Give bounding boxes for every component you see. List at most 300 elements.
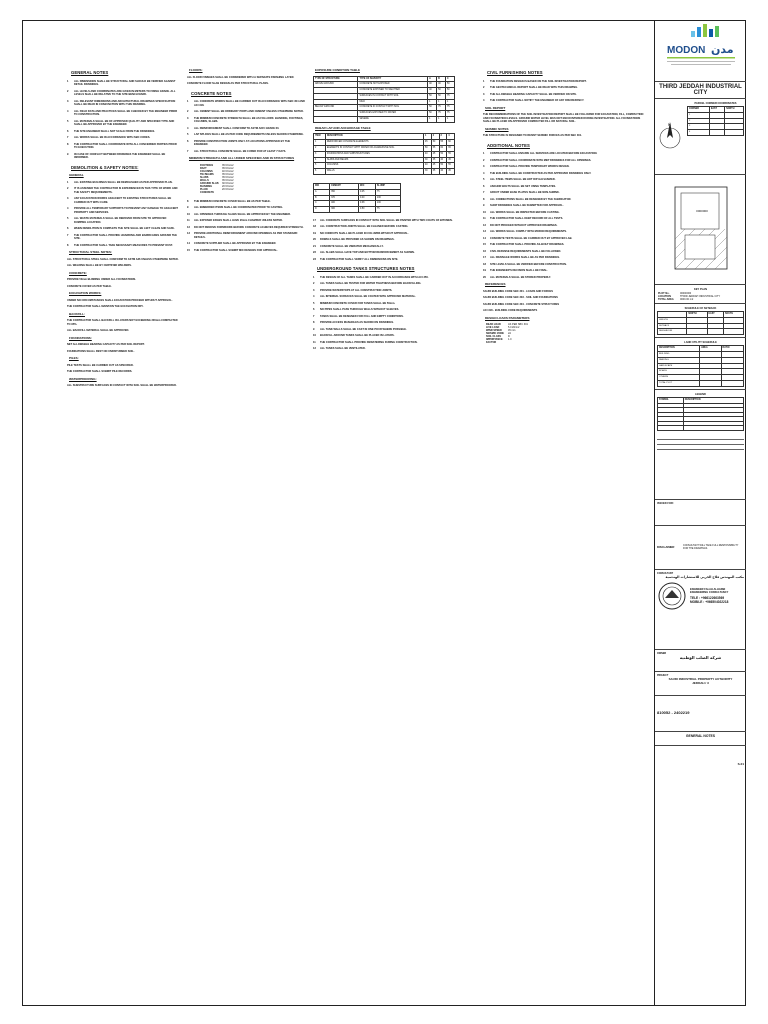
additional-note: 4 THE BUILDING SHALL BE CONSTRUCTED AS PER APPROVED DRAWINGS ONLY. — [483, 171, 592, 175]
concrete-note: 17 ALL CONCRETE SURFACES IN CONTACT WITH SOIL SHALL BE PAINTED WITH TWO COATS OF BITUMEN. — [313, 218, 453, 222]
owner-arabic: شركة الصلب الوطنية — [679, 654, 722, 660]
sheet-number: S-01 — [737, 761, 744, 766]
table-cell: 5 — [314, 163, 326, 169]
table-cell: TOTAL PLOT — [658, 380, 700, 386]
table-cell: 40 — [439, 169, 447, 175]
table-header-cell: ITEM — [314, 134, 326, 140]
additional-note: 16 CIVIL DEFENSE REQUIREMENTS SHALL BE FOLLOWED. — [483, 249, 562, 253]
table-cell: 75 — [446, 105, 455, 111]
concrete-note: 11 ALL EXPOSED EDGES SHALL HAVE 20mm CHAMFER UNLESS NOTED. — [187, 219, 283, 222]
table-cell: 30 — [424, 169, 432, 175]
additional-note: 19 THE ENGINEER'S DECISION SHALL BE FINAL. — [483, 269, 548, 272]
issued-label: ISSUED FOR: — [657, 501, 674, 505]
seismic-heading: SEISMIC NOTES — [485, 126, 509, 131]
table-header-cell: TYPE OF SEVERITY — [358, 76, 428, 82]
owner-section — [655, 650, 746, 672]
tank-note: 4 ALL INTERNAL SURFACES SHALL BE COATED WITH APPROVED MATERIAL. — [313, 295, 416, 299]
concrete-note: 5 LAP SPLICES SHALL BE AS PER CODE REQUIREMENTS UNLESS SHOWN OTHERWISE. — [187, 133, 304, 136]
seismic-text: THE STRUCTURE IS DESIGNED TO RESIST SEISMIC FORCES AS PER SBC 301. — [483, 134, 582, 137]
concrete-note: 19 NO CONDUITS SHALL BE PLACED IN COLUMNS WITHOUT APPROVAL. — [313, 231, 409, 235]
col-general-notes — [67, 65, 179, 391]
concrete-note: 1 ALL CONCRETE WORKS SHALL BE CARRIED OUT IN ACCORDANCE WITH SBC 304 AND ACI 318. — [187, 100, 305, 107]
sheet-number-section — [655, 746, 746, 768]
floors-heading: FLOORS: — [189, 68, 203, 72]
concrete-note: 22 ALL SLABS SHALL HAVE TOP AND BOTTOM REINFORCEMENT AS SHOWN. — [313, 251, 415, 255]
table-cell: 40 — [428, 82, 437, 88]
soil-heading: SOIL REPORT — [485, 105, 506, 110]
table-cell: 1 — [437, 117, 446, 123]
general-note: 1 ALL DIMENSIONS SHALL BE STRUCTURAL AND SHOULD BE VERIFIED AGAINST DETAIL DRAWINGS. — [67, 79, 176, 86]
table-header-cell: CORNER — [688, 107, 710, 113]
additional-note: 10 ALL WORKS SHALL BE INSPECTED BEFORE CASTING. — [483, 210, 560, 214]
table-cell: OTHERS — [658, 375, 700, 381]
table-cell: 45 — [447, 157, 455, 163]
lap-table — [313, 133, 455, 175]
demolition-note: 2 IT IS ASSUMED THE CONTRACTOR IS EXPERIENCED IN THIS TYPE OF WORK AND THE SAFETY REQUIREMENTS. — [67, 187, 178, 194]
table-row — [314, 169, 455, 175]
table-cell: 3 — [314, 151, 326, 157]
table-cell: BUILDING — [658, 351, 700, 357]
table-cell: 300 — [330, 207, 359, 213]
title-block — [654, 20, 746, 1006]
general-note: 8 THE CONTRACTOR SHALL COORDINATE WITH ALL CONCERNED PARTIES PRIOR TO EXECUTION. — [67, 142, 177, 149]
tank-heading: UNDERGROUND TANKS STRUCTURES NOTES — [317, 266, 415, 272]
concrete-note: 6 PROVIDE CONSTRUCTION JOINTS ONLY AT LOCATIONS APPROVED BY THE ENGINEER. — [187, 139, 291, 146]
params-heading: DESIGN LOADS PARAMETERS — [485, 315, 530, 320]
consultant-stamp-icon — [657, 581, 687, 611]
tank-note: 10 BACKFILL AROUND TANKS SHALL BE PLACED IN LAYERS. — [313, 334, 395, 338]
additional-note: 1 CONTRACTOR SHALL ENSURE ALL SERVICES ARE LOCATED BEFORE EXCAVATION. — [483, 152, 598, 155]
table-header-cell: NORTH — [725, 107, 744, 113]
table-cell: ABOVE GROUND — [314, 82, 358, 88]
table-cell: 350 — [330, 189, 359, 195]
table-cell: 6 — [314, 169, 326, 175]
section-note: FOUNDATIONS SHALL REST ON UNDISTURBED SOIL. — [67, 349, 135, 353]
drawing-sheet — [22, 20, 746, 1006]
table-cell: 75 — [437, 111, 446, 117]
civil-note: 4 THE CONTRACTOR SHALL NOTIFY THE ENGINEER OF ANY DISCREPANCY. — [483, 99, 585, 102]
table-cell: 1 — [688, 112, 710, 118]
table-cell — [709, 130, 724, 136]
table-row — [658, 329, 744, 335]
firm-mobile: MOBILE : +966504022218 — [690, 599, 729, 604]
table-cell: 35 — [431, 169, 439, 175]
table-cell: MILD — [358, 99, 428, 105]
north-arrow-icon — [657, 120, 683, 154]
table-cell — [721, 380, 744, 386]
table-header-cell: TYPE OF STRUCTURE — [314, 76, 358, 82]
floors-note: ALL FLOOR FINISHES SHALL BE CONSIDERED WITH A SEPARATE FINISHING LAYER. — [187, 75, 295, 79]
demolition-note: 5 ALL WASTE MATERIALS SHALL BE REMOVED FROM SITE TO APPROVED DUMPING LOCATION. — [67, 217, 167, 224]
owner-label: OWNER — [657, 651, 667, 655]
table-row — [314, 207, 401, 213]
tank-note: 1 THE DESIGN OF ALL TANKS SHALL BE CARRIED OUT IN ACCORDANCE WITH ACI 350. — [313, 275, 429, 279]
concrete-note: 3 THE MINIMUM CONCRETE STRENGTH SHALL BE AS FOLLOWS: BLINDING, FOOTINGS, COLUMNS, SLABS. — [187, 116, 304, 123]
table1-title: EXPOSURE CONDITION TABLE — [315, 68, 360, 72]
table-cell: 45 — [447, 169, 455, 175]
coordinates-section — [655, 99, 746, 175]
table-cell: SURFACES EXPOSED TO WATER — [358, 111, 428, 117]
table-header-cell: A — [428, 76, 437, 82]
additional-note: 12 DO NOT PROCEED WITHOUT APPROVED DRAWINGS. — [483, 223, 558, 227]
additional-note: 6 ANCHOR BOLTS SHALL BE SET USING TEMPLATES. — [483, 184, 556, 188]
additional-note: 8 ALL CONNECTIONS SHALL BE DESIGNED BY THE FABRICATOR. — [483, 197, 572, 201]
table-header-cell: DESCRIPTION — [325, 134, 423, 140]
table-cell: 35 — [431, 157, 439, 163]
table-cell: 40 — [439, 157, 447, 163]
design-parameter: SOIL CLASS D — [486, 335, 510, 338]
strength-row: BLINDING 20 N/mm2 — [200, 184, 234, 188]
table-row — [688, 130, 744, 136]
svg-text:مدن: مدن — [710, 42, 734, 56]
col-concrete-notes — [187, 65, 305, 255]
table-cell — [707, 329, 724, 335]
site-plan — [655, 175, 746, 285]
disclaimer-text: CONSULTANT WILL TAKE FULL RESPONSIBILITY FOR THE DRAWINGS. — [683, 544, 739, 551]
additional-note: 7 GROUT UNDER BASE PLATES SHALL BE NON-SHRINK. — [483, 191, 560, 194]
consultant-section — [655, 570, 746, 650]
general-note: 4 ALL FIELD DATA AND PRACTICES SHALL BE CHECKED BY THE ENGINEER PRIOR TO CONSTRUCTION. — [67, 109, 178, 116]
table-cell: 75 — [437, 105, 446, 111]
general-note: 6 THE SITE ENGINEER SHALL NOT SCALE FROM THE DRAWINGS. — [67, 129, 155, 133]
additional-note: 11 THE CONTRACTOR SHALL KEEP RECORD OF ALL TESTS. — [483, 217, 564, 220]
disclaimer-section — [655, 526, 746, 570]
authority-name: SAUDI INDUSTRIAL PROPERTY AUTHORITY — [668, 676, 733, 681]
additional-note: 15 THE CONTRACTOR SHALL PROVIDE AS-BUILT DRAWINGS. — [483, 243, 565, 246]
concrete-note: 8 THE MINIMUM CONCRETE COVER SHALL BE AS PER TABLE. — [187, 199, 271, 203]
land-title: LAND UTILITY SCHEDULE — [684, 341, 717, 345]
table-cell: NEIGHBOUR — [658, 329, 687, 335]
coordinates-table — [687, 106, 744, 136]
section-note: ALL SUBSTRUCTURE SURFACES IN CONTACT WITH SOIL SHALL BE WATERPROOFED. — [67, 384, 177, 387]
table-cell: 45 — [431, 151, 439, 157]
general-note: 9 IN CASE OF CONFLICT BETWEEN DRAWINGS THE ENGINEER SHALL BE INFORMED. — [67, 152, 166, 159]
table-cell: 40 — [428, 88, 437, 94]
legend-table — [657, 397, 744, 431]
additional-note: 9 SHOP DRAWINGS SHALL BE SUBMITTED FOR APPROVAL. — [483, 204, 564, 207]
table2-title: REBAR LAP AND ANCHORAGE TABLE — [315, 125, 371, 130]
additional-heading: ADDITIONAL NOTES — [487, 142, 530, 148]
additional-note: 20 ALL MATERIALS SHALL BE STORED PROPERLY. — [483, 275, 551, 279]
table-cell: 55 — [447, 151, 455, 157]
table-header-cell: AREA — [700, 346, 721, 352]
table-cell: 50 — [446, 82, 455, 88]
section-note: CONCRETE COVER AS PER TABLE. — [67, 284, 112, 288]
additional-note: 3 CONTRACTOR SHALL PROVIDE TEMPORARY WORKS DESIGN. — [483, 165, 570, 168]
concrete-note: 15 THE CONTRACTOR SHALL SUBMIT MIX DESIGNS FOR APPROVAL. — [187, 248, 278, 252]
table-cell: CONCRETE IN CONTACT WITH SOIL — [358, 105, 428, 111]
table-header-cell: 4 — [447, 134, 455, 140]
table-cell: 3 — [688, 124, 710, 130]
table-cell: 65 — [447, 145, 455, 151]
table-cell — [700, 380, 721, 386]
concrete-note: 12 DO NOT REMOVE FORMWORK BEFORE CONCRETE ACHIEVES REQUIRED STRENGTH. — [187, 225, 304, 229]
table-cell: A — [314, 189, 330, 195]
soil-text: THE RECOMMENDATIONS OF THE SOIL INVESTIGATION REPORT SHALL BE FOLLOWED FOR EXCAVATION, FILL, COMPACTION AND FOUNDATION LEVELS. GROUND WATER LEVEL WAS NOT ENCOUNTERED DURING INVESTIGATION. ALL FOUNDATIONS SHALL BE PLACED ON APPROVED COMPACTED FILL OR NATURAL SOIL. — [483, 113, 644, 123]
section-note: UNDER NO CIRCUMSTANCES SHALL EXCAVATION PROCEED WITHOUT APPROVAL. — [67, 298, 173, 302]
setback-table — [657, 311, 744, 335]
table-cell: 45 — [424, 140, 432, 146]
tank-note: 12 ALL TANKS SHALL BE VENTILATED. — [313, 347, 366, 351]
table-cell: 100 — [375, 201, 400, 207]
col-tables — [313, 65, 455, 354]
svg-text:MODON: MODON — [666, 44, 705, 56]
table-cell: 0.50 — [358, 207, 375, 213]
table-cell: 40 — [424, 163, 432, 169]
table-header-cell: MIX — [314, 183, 330, 189]
general-note: 7 ALL WORKS SHALL BE IN ACCORDANCE WITH SBC CODES. — [67, 136, 151, 139]
table-cell: B — [314, 195, 330, 201]
concrete-heading: CONCRETE NOTES — [191, 90, 232, 96]
demolition-note: 8 THE CONTRACTOR SHALL TAKE NECESSARY MEASURES TO PREVENT DUST. — [67, 243, 173, 247]
section-heading: BACKFILL: — [69, 311, 85, 316]
table-cell: 50 — [439, 163, 447, 169]
table-cell: SURFACES IN CONTACT WITH SOIL — [358, 93, 428, 99]
table-cell: 60 — [447, 140, 455, 146]
legend-title: LEGEND — [695, 392, 706, 396]
civil-note: 3 THE ALLOWABLE BEARING CAPACITY SHALL BE VERIFIED ON SITE. — [483, 92, 577, 96]
table-header-cell: W/C — [358, 183, 375, 189]
table-cell: ROADS — [658, 369, 700, 375]
table-header-cell: RATIO — [721, 346, 744, 352]
drawing-number: 810052 - 2402219 — [657, 709, 690, 715]
design-parameter: IMPORTANCE FACTOR 1.0 — [486, 338, 512, 344]
authority-sub: JEDDAH / 3 — [692, 680, 709, 685]
consultant-label: CONSULTANT — [657, 571, 674, 575]
demolition-note: 6 WHEN DEMOLITION IS COMPLETE THE SITE SHALL BE LEFT CLEAN AND SAFE. — [67, 227, 175, 230]
table-cell: 75 — [375, 189, 400, 195]
strength-row: RAFT 35 N/mm2 — [200, 166, 234, 170]
table-cell: 1 — [446, 99, 455, 105]
general-notes-heading: GENERAL NOTES — [71, 70, 109, 75]
section-note: THE CONTRACTOR SHALL MAINTAIN THE EXCAVATION DRY. — [67, 305, 144, 308]
table-header-cell: SLUMP — [375, 183, 400, 189]
table-cell: REINFORCED CONCRETE ELEMENTS — [325, 140, 423, 146]
table-cell: ELEMENTS IN CONTACT WITH WATER OR AGGRESSIVE SOIL — [325, 145, 423, 151]
sheet-title-section — [655, 732, 746, 746]
table-cell: SLABS AND BEAMS — [325, 157, 423, 163]
table-cell: 370 — [330, 195, 359, 201]
issued-section — [655, 500, 746, 526]
plot-number-label: 0000000 — [696, 209, 708, 213]
concrete-note: 14 CONCRETE SUPPLIER SHALL BE APPROVED BY THE ENGINEER. — [187, 242, 277, 245]
table-header-cell: DESCRIPTION — [683, 397, 743, 403]
plot-info-row: PLOT No. 00000000 — [658, 292, 692, 295]
table-header-cell: EAST — [709, 107, 724, 113]
table-cell: SEVERE — [358, 117, 428, 123]
table-cell: 45 — [431, 163, 439, 169]
table-cell: 50 — [439, 151, 447, 157]
civil-note: 2 THE GEOTECHNICAL REPORT SHALL BE READ WITH THIS DRAWING. — [483, 86, 578, 89]
additional-note: 14 CONCRETE TESTS SHALL BE CARRIED OUT BY APPROVED LAB. — [483, 236, 573, 240]
concrete-note: 23 THE CONTRACTOR SHALL VERIFY ALL DIMENSIONS ON SITE. — [313, 257, 399, 261]
table-cell: 1 — [446, 117, 455, 123]
additional-note: 13 ALL WORKS SHALL COMPLY WITH MODON REQUIREMENTS. — [483, 230, 567, 233]
strength-row: COLUMNS 40 N/mm2 — [200, 169, 234, 173]
table-cell: 30 — [424, 157, 432, 163]
tank-note: 11 THE CONTRACTOR SHALL PROVIDE DEWATERING DURING CONSTRUCTION. — [313, 340, 418, 344]
table-cell: 2 — [314, 145, 326, 151]
sheet-title: GENERAL NOTES — [685, 733, 716, 738]
reference-item: ACI 318 - BUILDING CODE REQUIREMENTS — [483, 309, 538, 312]
table-cell: 50 — [446, 88, 455, 94]
legend-section — [655, 390, 746, 500]
table-cell: 55 — [431, 145, 439, 151]
strength-row: TIE BEAMS 35 N/mm2 — [200, 172, 234, 176]
general-note: 2 ALL LEVELS AND COORDINATES ARE GIVEN IN METERS TO FINISH GRADE. ALL LEVELS SHALL BE RELATIVE TO THE SITE BENCH MARK. — [67, 89, 176, 96]
table-cell: FOUNDATIONS AND SUBSTRUCTURES — [325, 151, 423, 157]
tank-note: 7 TANKS SHALL BE DESIGNED FOR FULL AND EMPTY CONDITIONS. — [313, 314, 404, 318]
tank-note: 3 PROVIDE WATERSTOPS AT ALL CONSTRUCTION JOINTS. — [313, 288, 393, 292]
firm-english: ENGINEER FALAH ALHARBI ENGINEERING CONSULTANCY — [690, 587, 729, 594]
plot-info-row: LOCATION THIRD JEDDAH INDUSTRIAL CITY — [658, 295, 721, 298]
section-heading: CONCRETE: — [69, 270, 87, 275]
strength-row: WALLS 35 N/mm2 — [200, 178, 234, 182]
table-cell: D — [314, 207, 330, 213]
general-note: 5 ALL MATERIALS SHALL BE OF APPROVED QUALITY AND SPECIFIED TYPE AND SHALL BE APPROVED BY THE ENGINEER. — [67, 119, 175, 126]
col-civil-notes — [483, 65, 648, 344]
table-header-cell: 1 — [424, 134, 432, 140]
table-cell: 75 — [375, 207, 400, 213]
demolition-note: 1 ALL EXISTING BUILDINGS SHALL BE DEMOLISHED AS PER APPROVED PLAN. — [67, 180, 173, 184]
table-cell: 100 — [375, 195, 400, 201]
table-cell: CONCRETE NOT EXPOSED — [358, 82, 428, 88]
tank-note: 5 MINIMUM CONCRETE COVER FOR TANKS SHALL BE 50mm. — [313, 301, 396, 305]
table-cell: 1 — [314, 140, 326, 146]
table-cell: SETBACK — [658, 323, 687, 329]
civil-note: 1 THE FOUNDATION DESIGN IS BASED ON THE SOIL INVESTIGATION REPORT. — [483, 79, 587, 83]
firm-arabic: مكتب المهندس فلاح الحربي للاستشارات الهندسية — [665, 574, 744, 579]
table-header-cell: DESCRIPTION — [658, 346, 700, 352]
table-header-cell: C — [446, 76, 455, 82]
land-table — [657, 345, 744, 387]
land-utility-section — [655, 338, 746, 390]
table-cell: 50 — [428, 105, 437, 111]
table-cell: 0.45 — [358, 189, 375, 195]
section-heading: STRUCTURAL STEEL NOTES: — [69, 250, 113, 254]
tank-note: 2 ALL TANKS SHALL BE TESTED FOR WATER TIGHTNESS BEFORE BACKFILLING. — [313, 282, 422, 286]
table-cell: 4 — [314, 157, 326, 163]
concrete-note: 20 DOWELS SHALL BE PROVIDED AS SHOWN ON DRAWINGS. — [313, 238, 395, 242]
tank-note: 6 NO PIPES SHALL PASS THROUGH WALLS WITHOUT SLEEVES. — [313, 308, 400, 312]
modon-logo-icon — [661, 23, 741, 79]
table-cell: PARKING — [658, 357, 700, 363]
strength-row: GROUND SLAB 30 N/mm2 — [200, 181, 234, 185]
setback-title: SCHEDULE OF SETBACK — [684, 307, 717, 310]
table-cell: 1 — [428, 117, 437, 123]
design-parameter: LIVE LOAD 5.0 kN/m2 — [486, 326, 520, 329]
section-note: ALL BACKFILL MATERIAL SHALL BE APPROVED. — [67, 329, 130, 332]
table-cell: C — [314, 201, 330, 207]
concrete-note: 9 ALL EMBEDDED ITEMS SHALL BE COORDINATED PRIOR TO CASTING. — [187, 206, 284, 209]
authority-section — [655, 672, 746, 696]
design-parameter: DEAD LOAD AS PER SBC 301 — [486, 323, 528, 326]
section-note: PILE TESTS SHALL BE CARRIED OUT AS SPECIFIED. — [67, 363, 134, 367]
table-cell: CONCRETE EXPOSED TO WEATHER — [358, 88, 428, 94]
table-cell: 75 — [446, 93, 455, 99]
section-heading: WATERPROOFING: — [69, 376, 97, 381]
section-heading: FOUNDATIONS: — [69, 335, 92, 340]
section-note: THE CONTRACTOR SHALL SUBMIT PILE RECORDS. — [67, 370, 133, 373]
section-note: ALL STRUCTURAL STEEL SHALL CONFORM TO ASTM A36 UNLESS OTHERWISE NOTED. — [67, 257, 179, 261]
design-parameter: SEISMIC ZONE 2A — [486, 332, 512, 335]
section-note: THE CONTRACTOR SHALL BACKFILL IN LAYERS NOT EXCEEDING 200mm COMPACTED TO 95%. — [67, 319, 178, 326]
section-note: PROVIDE 50mm BLINDING UNDER ALL FOUNDATIONS. — [67, 278, 136, 281]
concrete-note: 2 ALL CEMENT SHALL BE ORDINARY PORTLAND CEMENT UNLESS OTHERWISE NOTED. — [187, 110, 304, 113]
table-cell — [724, 329, 744, 335]
demolition-note: 3 ANY EXCAVATION WORKS ADJACENT TO EXISTING STRUCTURES SHALL BE CARRIED OUT WITH CARE. — [67, 197, 172, 204]
client-logo — [655, 20, 746, 82]
additional-note: 5 ALL STEEL ITEMS SHALL BE HOT DIP GALVANIZED. — [483, 178, 556, 181]
plot-info-row: TOTAL AREA 0000.00 m2 — [658, 298, 694, 301]
table-cell: 50 — [437, 93, 446, 99]
table-cell: 50 — [437, 88, 446, 94]
demolition-note: 7 THE CONTRACTOR SHALL PROVIDE HOARDING AND BARRICADES AROUND THE SITE. — [67, 233, 178, 240]
table-cell: 1 — [437, 99, 446, 105]
concrete-note: 7 ALL STRUCTURAL CONCRETE SHALL BE CURED FOR AT LEAST 7 DAYS. — [187, 149, 287, 153]
table-cell: 50 — [428, 111, 437, 117]
key-plan-label: KEY PLAN — [693, 288, 708, 291]
section-note: NET ALLOWABLE BEARING CAPACITY AS PER SOIL REPORT. — [67, 343, 145, 346]
concrete-note: 10 ALL OPENINGS THROUGH SLABS SHALL BE APPROVED BY THE ENGINEER. — [187, 212, 291, 216]
table-cell: 55 — [439, 140, 447, 146]
references-heading: REFERENCES — [485, 282, 506, 286]
table-row — [658, 380, 744, 386]
table-cell: 0.38 — [358, 201, 375, 207]
table-cell: 40 — [424, 151, 432, 157]
table-cell — [314, 117, 358, 123]
strength-row: PLAIN CONCRETE 20 N/mm2 — [200, 187, 234, 194]
floors-note: CONCRETE FLOOR SLAB DESIGN AS PER STRUCTURAL PLANS. — [187, 82, 269, 85]
strength-row: SLABS 35 N/mm2 — [200, 175, 234, 179]
additional-note: 2 CONTRACTOR SHALL COORDINATE WITH MEP DRAWINGS FOR ALL OPENINGS. — [483, 158, 592, 162]
table-header-cell: NORTH — [687, 312, 707, 318]
section-heading: EXCAVATION WORKS: — [69, 291, 102, 295]
table-cell: 400 — [330, 201, 359, 207]
plot-info — [655, 285, 746, 304]
concrete-note: 4 ALL REINFORCEMENT SHALL CONFORM TO ASTM A615 GRADE 60. — [187, 126, 280, 130]
table-cell: 50 — [431, 140, 439, 146]
section-note: ALL WELDING SHALL BE BY CERTIFIED WELDERS. — [67, 264, 132, 267]
table-cell: 0.40 — [358, 195, 375, 201]
general-note: 3 ALL RELEVANT DIMENSIONS AND ARCHITECTURAL DRAWINGS SPECIFICATION SHALL BE READ IN CONJUNCTION WITH THIS DRAWING. — [67, 99, 176, 106]
strength-row: FOOTINGS 35 N/mm2 — [200, 163, 234, 167]
additional-note: 17 ALL DRAINAGE WORKS SHALL BE AS PER DRAWINGS. — [483, 256, 560, 259]
design-parameter: WIND SPEED 45 m/s — [486, 329, 516, 332]
table-cell: LENGTH — [658, 317, 687, 323]
table-cell: 55 — [447, 163, 455, 169]
mix-table — [313, 183, 401, 213]
coord-title: PARCEL CORNER COORDINATES — [694, 102, 737, 105]
section-heading: PILES: — [69, 356, 79, 360]
reference-item: SAUDI BUILDING CODE SBC 304 - CONCRETE STRUCTURES — [483, 302, 560, 306]
table-cell: 50 — [428, 93, 437, 99]
concrete-note: 13 PROVIDE ADDITIONAL REINFORCEMENT AROUND OPENINGS AS PER STANDARD DETAILS. — [187, 232, 298, 239]
table-cell: 40 — [437, 82, 446, 88]
civil-heading: CIVIL FURNISHING NOTES — [487, 70, 543, 75]
table-header-cell: 2 — [431, 134, 439, 140]
table-header-cell: B — [437, 76, 446, 82]
disclaimer-label: DISCLAIMER — [657, 545, 675, 550]
table-cell: LANDSCAPE — [658, 363, 700, 369]
table-cell: 2 — [688, 118, 710, 124]
demolition-note: 4 PROVIDE ALL TEMPORARY SUPPORTS TO PREVENT ANY DAMAGE TO ADJACENT PROPERTY AND SERVICES. — [67, 207, 179, 214]
project-label: PROJECT — [657, 673, 669, 677]
loads-heading: MINIMUM STRENGTH AND ALL UNDER SPECIFIED AND IN STRUCTURES — [189, 156, 295, 160]
table-cell: 75 — [446, 111, 455, 117]
table-cell: 60 — [439, 145, 447, 151]
table-header-cell: SYMBOL — [658, 397, 684, 403]
